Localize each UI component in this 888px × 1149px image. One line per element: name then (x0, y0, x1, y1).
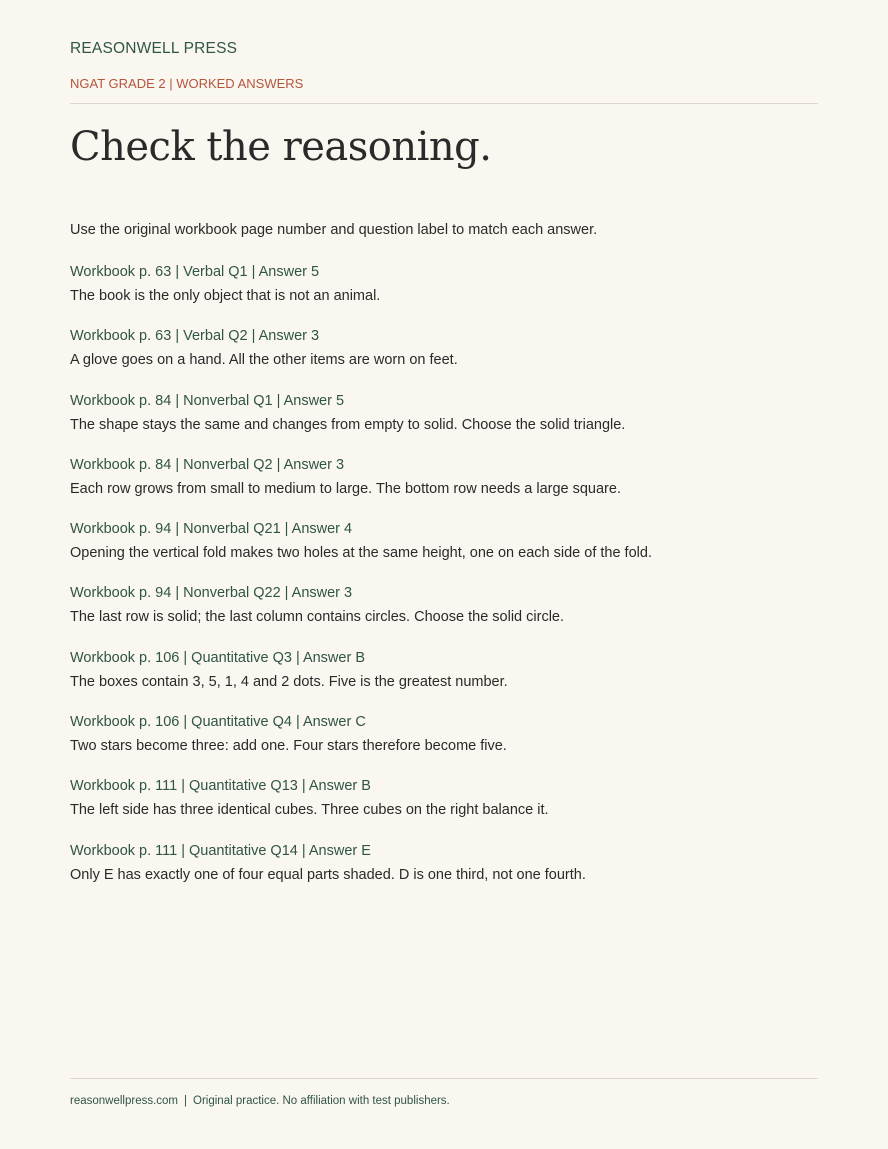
answer-explanation: The shape stays the same and changes from empty to solid. Choose the solid triangle. (70, 416, 626, 433)
answer-reference: Workbook p. 111 | Quantitative Q14 | Answer E (70, 842, 371, 859)
answer-item (70, 391, 818, 455)
answer-reference: Workbook p. 94 | Nonverbal Q22 | Answer 3 (70, 585, 353, 602)
answer-item (70, 326, 818, 390)
answer-reference: Workbook p. 84 | Nonverbal Q1 | Answer 5 (70, 392, 345, 409)
answer-list (70, 262, 818, 905)
answer-reference: Workbook p. 63 | Verbal Q2 | Answer 3 (70, 328, 320, 345)
answer-item (70, 648, 818, 712)
answer-explanation: The book is the only object that is not an animal. (70, 288, 381, 304)
answer-explanation: A glove goes on a hand. All the other items are worn on feet. (70, 352, 458, 369)
answer-explanation: Each row grows from small to medium to large. The bottom row needs a large square. (70, 480, 621, 497)
answer-reference: Workbook p. 63 | Verbal Q1 | Answer 5 (70, 264, 320, 280)
answer-explanation: Only E has exactly one of four equal parts shaded. D is one third, not one fourth. (70, 866, 586, 883)
answer-reference: Workbook p. 84 | Nonverbal Q2 | Answer 3 (70, 456, 345, 473)
footer-site-link[interactable]: reasonwellpress.com (70, 1095, 179, 1107)
worked-answers-page (70, 0, 818, 1149)
footer-disclaimer: Original practice. No affiliation with test publishers. (193, 1095, 450, 1107)
answer-item (70, 841, 818, 905)
answer-item (70, 712, 818, 776)
answer-item (70, 262, 818, 326)
answer-explanation: Two stars become three: add one. Four stars therefore become five. (70, 738, 507, 755)
answer-explanation: The last row is solid; the last column contains circles. Choose the solid circle. (70, 609, 565, 626)
answer-item (70, 519, 818, 583)
section-subhead: NGAT GRADE 2 | WORKED ANSWERS (70, 76, 304, 91)
intro-text: Use the original workbook page number and question label to match each answer. (70, 222, 598, 238)
header-divider (70, 103, 818, 104)
brand-name: REASONWELL PRESS (70, 40, 238, 57)
answer-reference: Workbook p. 94 | Nonverbal Q21 | Answer 4 (70, 521, 353, 538)
answer-explanation: The left side has three identical cubes. Three cubes on the right balance it. (70, 802, 549, 819)
footer-separator: | (184, 1095, 188, 1107)
answer-reference: Workbook p. 106 | Quantitative Q4 | Answer C (70, 714, 366, 731)
answer-item (70, 776, 818, 840)
answer-reference: Workbook p. 106 | Quantitative Q3 | Answer B (70, 649, 365, 666)
answer-explanation: The boxes contain 3, 5, 1, 4 and 2 dots. Five is the greatest number. (70, 673, 508, 690)
footer (70, 1095, 450, 1107)
answer-item (70, 455, 818, 519)
footer-divider (70, 1078, 818, 1079)
answer-explanation: Opening the vertical fold makes two holes at the same height, one on each side of the fold. (70, 545, 652, 562)
answer-item (70, 583, 818, 647)
page-title: Check the reasoning. (70, 124, 492, 170)
answer-reference: Workbook p. 111 | Quantitative Q13 | Answer B (70, 778, 371, 795)
